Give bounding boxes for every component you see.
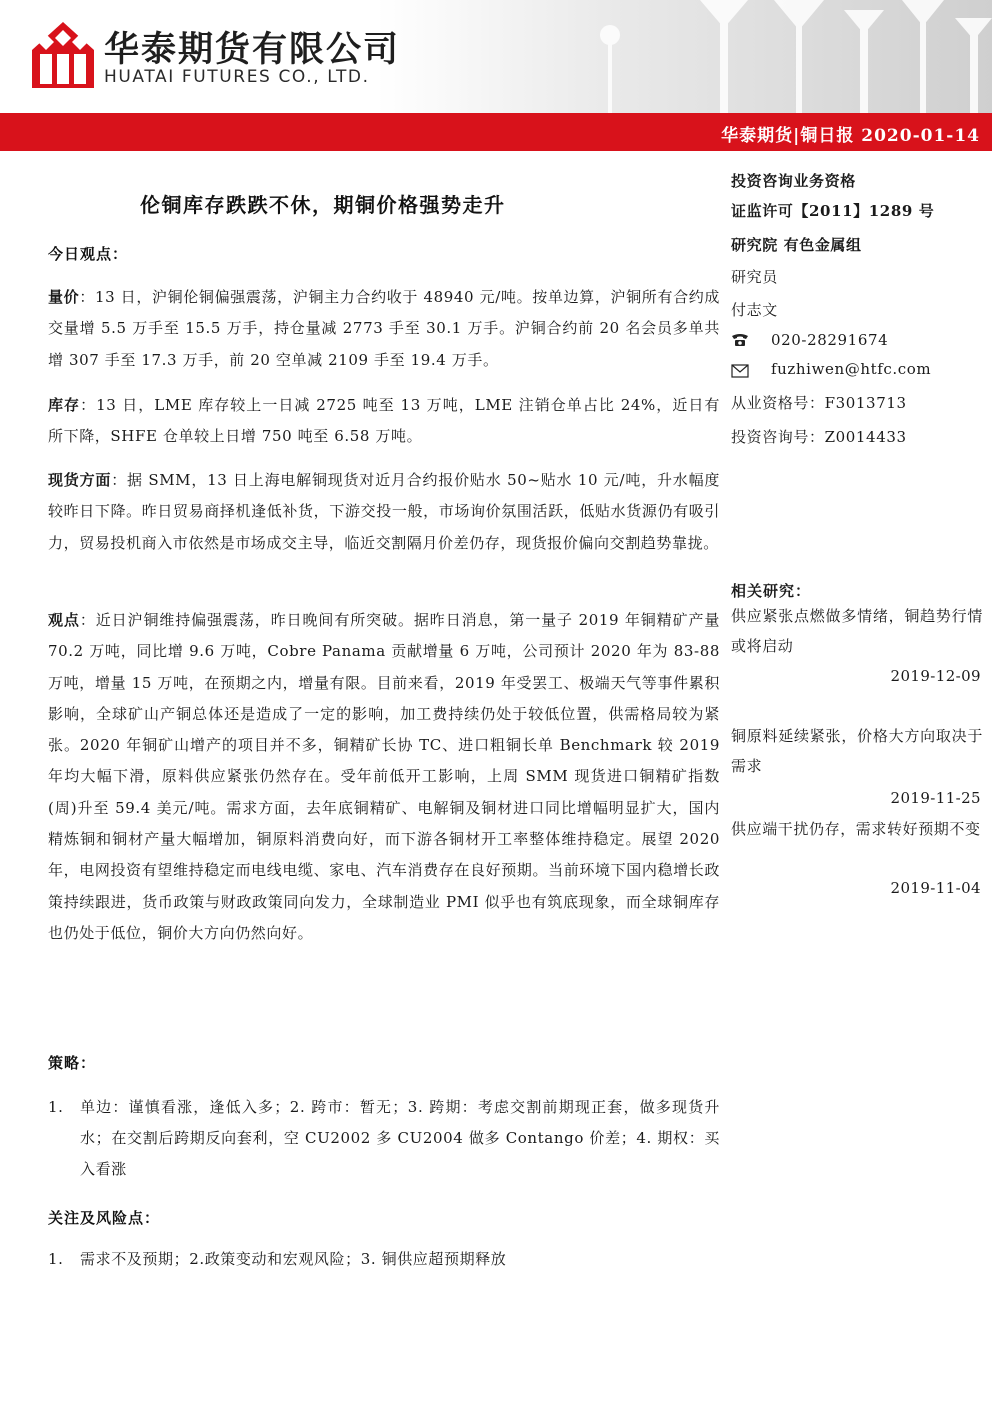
inventory-label: 库存 bbox=[48, 396, 81, 414]
analyst-phone: 020-28291674 bbox=[771, 331, 889, 349]
spot-label: 现货方面 bbox=[48, 471, 112, 489]
strategy-list bbox=[48, 1092, 720, 1185]
risk-list bbox=[48, 1244, 720, 1275]
related-item-date: 2019-11-25 bbox=[890, 789, 981, 807]
related-item-title[interactable]: 供应端干扰仍存，需求转好预期不变 bbox=[731, 820, 981, 838]
cert-value: F3013713 bbox=[824, 394, 907, 412]
list-item bbox=[48, 1244, 720, 1275]
department: 研究院 有色金属组 bbox=[731, 236, 862, 254]
mail-icon bbox=[731, 364, 749, 378]
related-item-date: 2019-11-04 bbox=[890, 879, 981, 897]
spot-paragraph bbox=[48, 465, 720, 559]
company-logo-icon bbox=[30, 20, 96, 90]
analyst-email[interactable]: fuzhiwen@htfc.com bbox=[771, 360, 932, 378]
report-header bbox=[0, 0, 992, 113]
analyst-name: 付志文 bbox=[731, 301, 778, 319]
consult-label: 投资咨询号： bbox=[731, 428, 825, 446]
spot-text: ：据 SMM，13 日上海电解铜现货对近月合约报价贴水 50~贴水 10 元/吨，升水幅度较昨日下降。昨日贸易商择机逢低补货，下游交投一般，市场询价氛围活跃，低贴水货源仍有吸引力，贸易投机商入市依然是市场成交主导，临近交割隔月价差仍存，现货报价偏向交割趋势靠拢。 bbox=[48, 471, 720, 552]
company-name-en: HUATAI FUTURES CO., LTD. bbox=[104, 67, 370, 87]
related-item-title[interactable]: 铜原料延续紧张，价格大方向取决于需求 bbox=[731, 727, 983, 775]
analyst-role: 研究员 bbox=[731, 268, 778, 286]
risk-label: 关注及风险点： bbox=[48, 1209, 161, 1227]
list-number: 1. bbox=[48, 1098, 64, 1116]
phone-icon bbox=[731, 333, 749, 347]
qualification: 投资咨询业务资格 bbox=[731, 172, 856, 190]
report-line: 华泰期货|铜日报 2020-01-14 bbox=[721, 126, 980, 146]
inventory-paragraph bbox=[48, 390, 720, 453]
cert-number bbox=[731, 392, 907, 413]
today-view-label: 今日观点： bbox=[48, 245, 129, 263]
view-paragraph bbox=[48, 605, 720, 949]
price-label: 量价 bbox=[48, 288, 80, 306]
view-label: 观点 bbox=[48, 611, 80, 629]
related-item-title[interactable]: 供应紧张点燃做多情绪，铜趋势行情或将启动 bbox=[731, 607, 983, 655]
consult-number bbox=[731, 426, 907, 447]
list-text: 单边：谨慎看涨，逢低入多；2. 跨市：暂无；3. 跨期：考虑交割前期现正套，做多现货升水；在交割后跨期反向套利，空 CU2002 多 CU2004 做多 Contango 价差；4. 期权：买入看涨 bbox=[80, 1098, 720, 1178]
header-decoration-icon bbox=[560, 0, 992, 113]
consult-value: Z0014433 bbox=[824, 428, 907, 446]
price-text: ：13 日，沪铜伦铜偏强震荡，沪铜主力合约收于 48940 元/吨。按单边算，沪铜所有合约成交量增 5.5 万手至 15.5 万手，持仓量减 2773 手至 30.1 万手。沪铜合约前 20 名会员多单共增 307 手至 17.3 万手，前 20 空单减 2109 手至 19.4 万手。 bbox=[48, 288, 721, 369]
list-number: 1. bbox=[48, 1250, 64, 1268]
cert-label: 从业资格号： bbox=[731, 394, 825, 412]
company-name-cn: 华泰期货有限公司 bbox=[104, 30, 401, 70]
related-research-title: 相关研究： bbox=[731, 582, 812, 600]
inventory-text: ：13 日，LME 库存较上一日减 2725 吨至 13 万吨，LME 注销仓单占比 24%，近日有所下降，SHFE 仓单较上日增 750 吨至 6.58 万吨。 bbox=[48, 396, 721, 446]
related-item-date: 2019-12-09 bbox=[890, 667, 981, 685]
report-bar bbox=[0, 113, 992, 151]
strategy-label: 策略： bbox=[48, 1054, 97, 1072]
price-paragraph bbox=[48, 282, 720, 376]
list-item bbox=[48, 1092, 720, 1185]
report-title: 伦铜库存跌跌不休，期铜价格强势走升 bbox=[140, 193, 506, 217]
view-text: ：近日沪铜维持偏强震荡，昨日晚间有所突破。据昨日消息，第一量子 2019 年铜精矿产量 70.2 万吨，同比增 9.6 万吨，Cobre Panama 贡献增量 6 万吨，公司预计 2020 年为 83-88 万吨，增量 15 万吨，在预期之内，增量有限。目前来看，2019 年受罢工、极端天气等事件累积影响，全球矿山产铜总体还是造成了一定的影响，加工费持续仍处于较低位置，供需格局较为紧张。2020 年铜矿山增产的项目并不多，铜精矿长协 TC、进口粗铜长单 Benchmark 较 2019 年均大幅下滑，原料供应紧张仍然存在。受年前低开工影响，上周 SMM 现货进口铜精矿指数(周)升至 59.4 美元/吨。需求方面，去年底铜精矿、电解铜及铜材进口同比增幅明显扩大，国内精炼铜和铜材产量大幅增加，铜原料消费向好，而下游各铜材开工率整体维持稳定。展望 2020 年，电网投资有望维持稳定而电线电缆、家电、汽车消费存在良好预期。当前环境下国内稳增长政策持续跟进，货币政策与财政政策同向发力，全球制造业 PMI 似乎也有筑底现象，而全球铜库存也仍处于低位，铜价大方向仍然向好。 bbox=[48, 611, 721, 942]
list-text: 需求不及预期；2.政策变动和宏观风险；3. 铜供应超预期释放 bbox=[80, 1250, 507, 1268]
license: 证监许可【2011】1289 号 bbox=[731, 202, 935, 220]
